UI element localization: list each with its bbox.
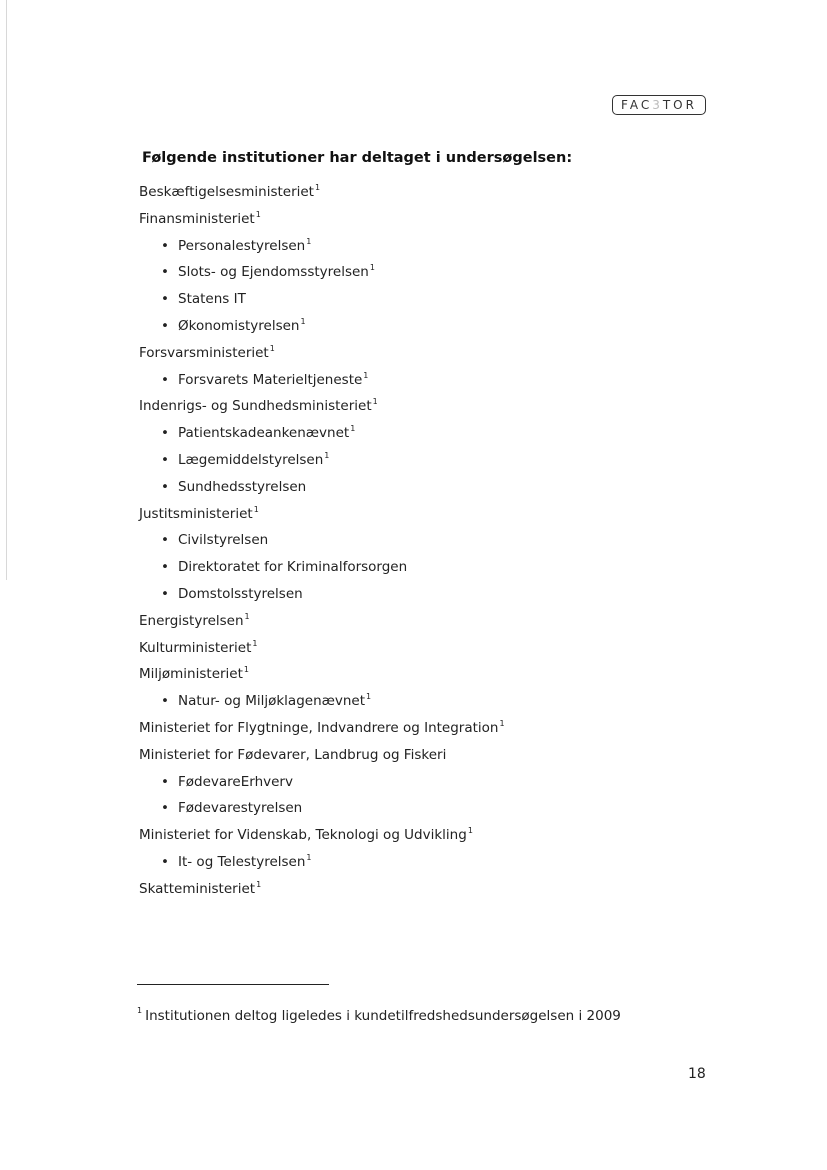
item-label: Patientskadeankenævnet [178, 425, 350, 442]
ministry-item [0, 393, 760, 420]
agency-item [0, 849, 760, 876]
footnote-ref: 1 [244, 611, 250, 621]
item-label: Direktoratet for Kriminalforsorgen [178, 559, 408, 576]
footnote-ref: 1 [324, 450, 330, 460]
ministry-item [0, 501, 760, 528]
footnote-ref: 1 [366, 692, 372, 702]
ministry-item [0, 715, 760, 742]
footnote [137, 1008, 621, 1024]
agency-item [0, 474, 760, 501]
item-label: Slots- og Ejendomsstyrelsen [178, 264, 369, 281]
agency-item [0, 795, 760, 822]
item-label: Domstolsstyrelsen [178, 585, 303, 602]
agency-item [0, 447, 760, 474]
ministry-item [0, 206, 760, 233]
logo-text-left: FAC [621, 98, 653, 112]
agency-item [0, 554, 760, 581]
footnote-ref: 1 [369, 263, 375, 273]
agency-item [0, 688, 760, 715]
item-label: Indenrigs- og Sundhedsministeriet [139, 398, 372, 415]
ministry-item [0, 608, 760, 635]
item-label: Skatteministeriet [139, 880, 256, 897]
page-heading: Følgende institutioner har deltaget i undersøgelsen: [142, 150, 573, 166]
item-label: Beskæftigelsesministeriet [139, 184, 314, 200]
item-label: Natur- og Miljøklagenævnet [178, 693, 366, 710]
item-label: Kulturministeriet [139, 639, 252, 656]
footnote-ref: 1 [252, 638, 258, 648]
item-label: Ministeriet for Fødevarer, Landbrug og Fiskeri [139, 746, 447, 763]
footnote-ref: 1 [499, 718, 505, 728]
ministry-item [0, 179, 760, 206]
ministry-item [0, 661, 760, 688]
item-label: Personalestyrelsen [178, 237, 306, 254]
item-label: Energistyrelsen [139, 612, 244, 629]
footnote-ref: 1 [306, 852, 312, 862]
agency-item [0, 367, 760, 394]
ministry-item [0, 876, 760, 903]
item-label: Ministeriet for Videnskab, Teknologi og Udvikling [139, 827, 467, 844]
item-label: Sundhedsstyrelsen [178, 478, 307, 495]
item-label: Forsvarsministeriet [139, 344, 269, 361]
footnote-text: Institutionen deltog ligeledes i kundetilfredshedsundersøgelsen i 2009 [145, 1008, 621, 1024]
agency-item [0, 769, 760, 796]
factor-logo [612, 95, 706, 115]
agency-item [0, 581, 760, 608]
footnote-ref: 1 [300, 316, 306, 326]
footnote-ref: 1 [269, 343, 275, 353]
institution-list [0, 179, 760, 903]
item-label: Civilstyrelsen [178, 532, 269, 549]
footnote-ref: 1 [253, 504, 259, 514]
logo-text-right: TOR [662, 98, 697, 112]
item-label: Finansministeriet [139, 210, 255, 227]
item-label: Lægemiddelstyrelsen [178, 451, 324, 468]
ministry-item [0, 340, 760, 367]
item-label: Økonomistyrelsen [178, 317, 300, 334]
item-label: Forsvarets Materieltjeneste [178, 371, 363, 388]
ministry-item [0, 822, 760, 849]
footnote-ref: 1 [467, 826, 473, 836]
footnote-ref: 1 [372, 397, 378, 407]
item-label: Statens IT [178, 291, 246, 308]
footnote-ref: 1 [350, 424, 356, 434]
page-number: 18 [688, 1066, 706, 1082]
footnote-ref: 1 [243, 665, 249, 675]
agency-item [0, 420, 760, 447]
footnote-ref: 1 [314, 183, 321, 192]
agency-item [0, 286, 760, 313]
item-label: Fødevarestyrelsen [178, 800, 303, 817]
logo-text-mid: 3 [652, 98, 663, 112]
footnote-ref: 1 [256, 879, 262, 889]
ministry-item [0, 635, 760, 662]
agency-item [0, 233, 760, 260]
item-label: Ministeriet for Flygtninge, Indvandrere og Integration [139, 719, 499, 736]
footnote-ref: 1 [255, 209, 261, 219]
footnote-ref: 1 [363, 370, 369, 380]
footnote-marker: 1 [137, 1006, 143, 1015]
ministry-item [0, 742, 760, 769]
item-label: Justitsministeriet [139, 505, 253, 522]
item-label: FødevareErhverv [178, 773, 293, 790]
agency-item [0, 259, 760, 286]
agency-item [0, 313, 760, 340]
footnote-divider [137, 984, 329, 985]
item-label: Miljøministeriet [139, 666, 243, 683]
item-label: It- og Telestyrelsen [178, 853, 306, 870]
agency-item [0, 527, 760, 554]
footnote-ref: 1 [306, 236, 312, 246]
